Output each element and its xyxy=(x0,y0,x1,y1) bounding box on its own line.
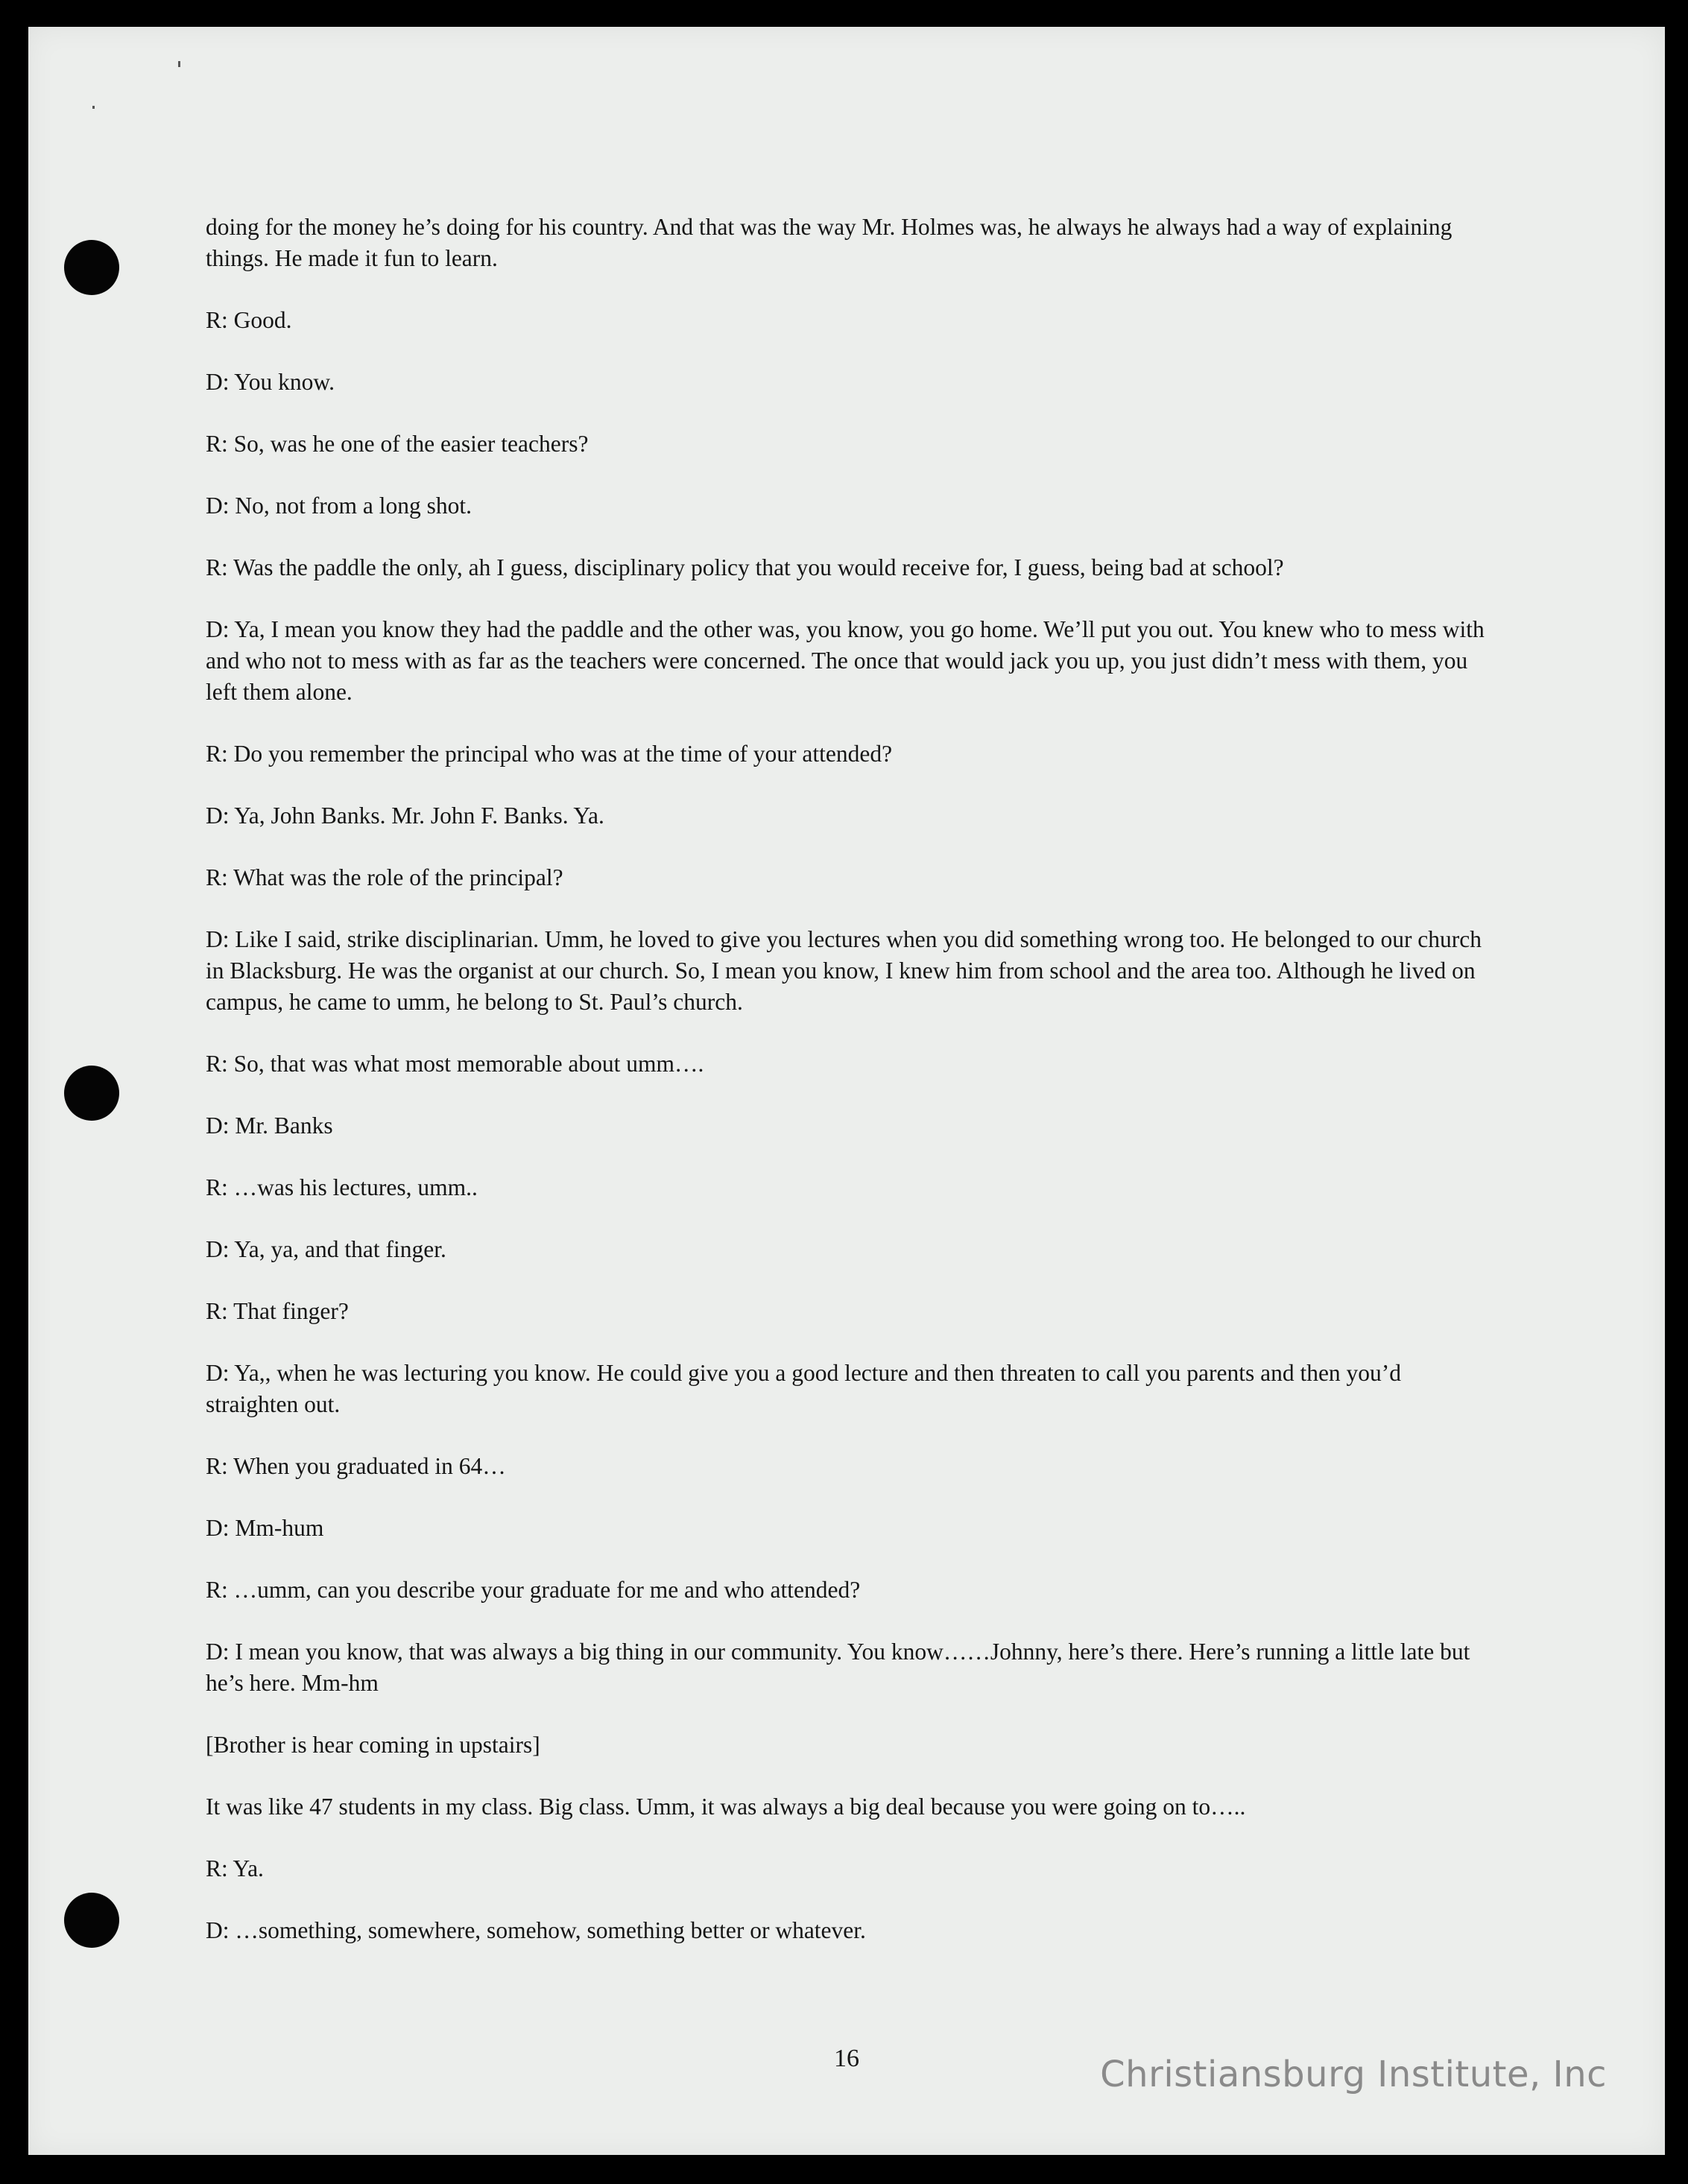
paragraph: R: …was his lectures, umm.. xyxy=(206,1174,478,1200)
paragraph: R: So, was he one of the easier teachers? xyxy=(206,431,589,457)
paragraph: R: Was the paddle the only, ah I guess, disciplinary policy that you would receive for, I guess, being bad at school? xyxy=(206,554,1284,580)
paragraph: D: Ya, John Banks. Mr. John F. Banks. Ya. xyxy=(206,803,604,829)
paragraph: R: …umm, can you describe your graduate for me and who attended? xyxy=(206,1577,861,1603)
paragraph: R: Good. xyxy=(206,307,292,333)
paragraph: R: So, that was what most memorable about umm…. xyxy=(206,1051,704,1077)
paragraph: R: That finger? xyxy=(206,1298,349,1324)
paragraph: R: What was the role of the principal? xyxy=(206,864,563,890)
paragraph: D: I mean you know, that was always a big thing in our community. You know……Johnny, here’s there. Here’s running a little late but he’s here. Mm-hm xyxy=(206,1639,1470,1696)
watermark: Christiansburg Institute, Inc xyxy=(1100,2054,1607,2095)
paragraph: D: Mm-hum xyxy=(206,1515,324,1541)
paragraph: D: You know. xyxy=(206,369,335,395)
paragraph: [Brother is hear coming in upstairs] xyxy=(206,1732,540,1758)
binder-hole-middle xyxy=(64,1066,119,1121)
paragraph: D: No, not from a long shot. xyxy=(206,493,472,519)
paragraph: R: Do you remember the principal who was at the time of your attended? xyxy=(206,741,893,767)
paragraph: R: Ya. xyxy=(206,1855,264,1881)
paragraph: D: …something, somewhere, somehow, something better or whatever. xyxy=(206,1917,866,1943)
paragraph: It was like 47 students in my class. Big class. Umm, it was always a big deal because you were going on to….. xyxy=(206,1794,1246,1820)
paragraph: doing for the money he’s doing for his country. And that was the way Mr. Holmes was, he always he always had a way of explaining things. He made it fun to learn. xyxy=(206,214,1452,271)
binder-hole-top xyxy=(64,240,119,295)
paragraph: D: Ya,, when he was lecturing you know. He could give you a good lecture and then threaten to call you parents and then you’d straighten out. xyxy=(206,1360,1402,1417)
scan-speck xyxy=(92,106,95,109)
binder-hole-bottom xyxy=(64,1893,119,1948)
paragraph: D: Mr. Banks xyxy=(206,1112,333,1139)
scan-speck xyxy=(178,61,180,67)
transcript-body xyxy=(206,212,1488,1977)
page-number: 16 xyxy=(834,2045,859,2072)
paragraph: D: Ya, ya, and that finger. xyxy=(206,1236,446,1262)
paragraph: R: When you graduated in 64… xyxy=(206,1453,506,1479)
paragraph: D: Ya, I mean you know they had the paddle and the other was, you know, you go home. We’ll put you out. You knew who to mess with and who not to mess with as far as the teachers were concerned. The once that would jack you up, you just didn’t mess with them, you left them alone. xyxy=(206,616,1485,705)
document-page xyxy=(28,27,1665,2155)
paragraph: D: Like I said, strike disciplinarian. Umm, he loved to give you lectures when you did something wrong too. He belonged to our church in Blacksburg. He was the organist at our church. So, I mean you know, I knew him from school and the area too. Although he lived on campus, he came to umm, he belong to St. Paul’s church. xyxy=(206,926,1482,1015)
